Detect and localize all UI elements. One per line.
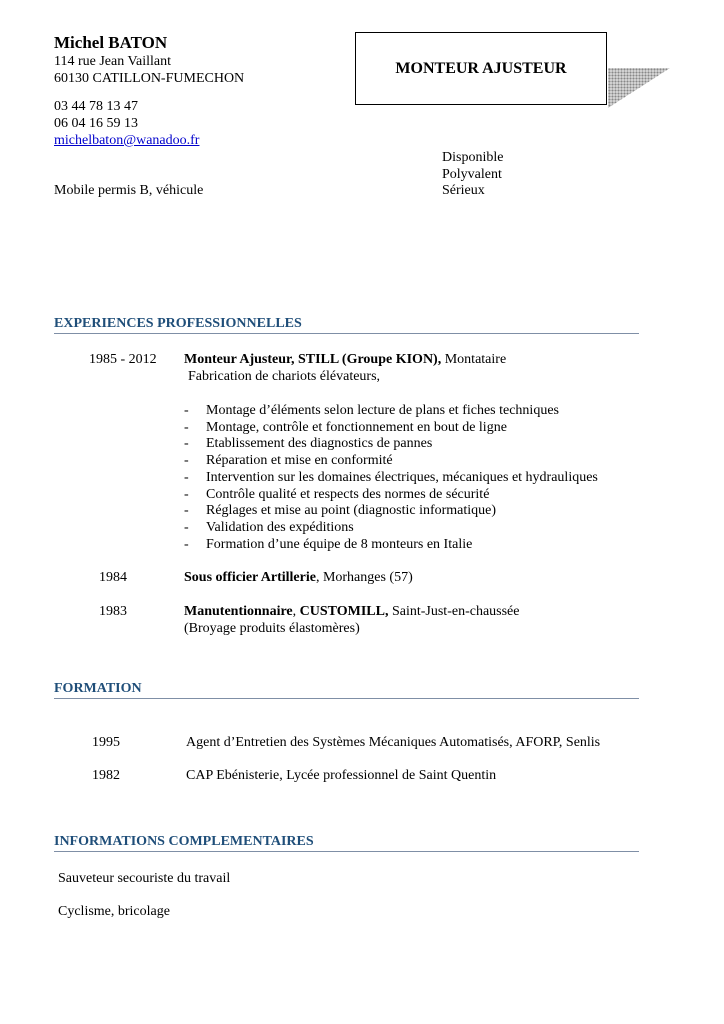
task-text: Etablissement des diagnostics de pannes — [206, 436, 433, 451]
experience-location: Saint-Just-en-chaussée — [388, 604, 520, 619]
task-text: Intervention sur les domaines électriques, mécaniques et hydrauliques — [206, 470, 598, 485]
mobility-info: Mobile permis B, véhicule — [54, 183, 204, 198]
address-line-1: 114 rue Jean Vaillant — [54, 54, 172, 69]
quality-item: Disponible — [442, 150, 504, 165]
experience-title — [184, 569, 413, 586]
section-heading-informations — [54, 834, 639, 852]
experience-title — [184, 603, 520, 620]
formation-text: CAP Ebénisterie, Lycée professionnel de Saint Quentin — [186, 768, 497, 783]
candidate-name: Michel BATON — [54, 33, 168, 52]
bullet: - — [184, 403, 189, 418]
experience-dates: 1985 - 2012 — [89, 352, 157, 367]
info-item: Sauveteur secouriste du travail — [58, 871, 231, 886]
info-item: Cyclisme, bricolage — [58, 904, 170, 919]
experience-role: Manutentionnaire — [184, 604, 293, 619]
task-text: Contrôle qualité et respects des normes de sécurité — [206, 487, 490, 502]
title-box-shadow — [608, 68, 670, 108]
formation-text: Agent d’Entretien des Systèmes Mécaniques Automatisés, AFORP, Senlis — [186, 735, 601, 750]
job-title: MONTEUR AJUSTEUR — [395, 59, 567, 77]
quality-item: Sérieux — [442, 183, 485, 198]
bullet: - — [184, 470, 189, 485]
phone-1: 03 44 78 13 47 — [54, 99, 138, 114]
job-title-box — [355, 32, 607, 105]
address-line-2: 60130 CATILLON-FUMECHON — [54, 71, 245, 86]
bullet: - — [184, 420, 189, 435]
phone-2: 06 04 16 59 13 — [54, 116, 138, 131]
experience-description: (Broyage produits élastomères) — [184, 621, 360, 636]
bullet: - — [184, 537, 189, 552]
experience-role: Sous officier Artillerie — [184, 570, 316, 585]
section-heading-formation — [54, 681, 639, 699]
bullet: - — [184, 503, 189, 518]
experience-role: Monteur Ajusteur, STILL (Groupe KION), — [184, 352, 442, 367]
task-text: Formation d’une équipe de 8 monteurs en Italie — [206, 537, 473, 552]
bullet: - — [184, 453, 189, 468]
bullet: - — [184, 520, 189, 535]
task-text: Réparation et mise en conformité — [206, 453, 393, 468]
bullet: - — [184, 436, 189, 451]
quality-item: Polyvalent — [442, 167, 502, 182]
email-link[interactable]: michelbaton@wanadoo.fr — [54, 133, 200, 148]
task-text: Réglages et mise au point (diagnostic informatique) — [206, 503, 497, 518]
experience-company: CUSTOMILL, — [299, 604, 389, 619]
section-heading-experiences — [54, 316, 639, 334]
formation-year: 1995 — [92, 735, 120, 750]
experience-description: Fabrication de chariots élévateurs, — [188, 369, 381, 384]
experience-location: Montataire — [441, 352, 507, 367]
experience-dates: 1983 — [99, 604, 127, 619]
formation-year: 1982 — [92, 768, 120, 783]
task-list — [0, 402, 724, 562]
experience-separator: , — [292, 604, 300, 619]
experience-location: , Morhanges (57) — [315, 570, 413, 585]
bullet: - — [184, 487, 189, 502]
section-title: FORMATION — [54, 681, 142, 696]
task-text: Montage, contrôle et fonctionnement en bout de ligne — [206, 420, 507, 435]
section-title: EXPERIENCES PROFESSIONNELLES — [54, 316, 302, 331]
section-title: INFORMATIONS COMPLEMENTAIRES — [54, 834, 314, 849]
experience-dates: 1984 — [99, 570, 127, 585]
experience-title — [184, 351, 506, 368]
task-text: Montage d’éléments selon lecture de plans et fiches techniques — [206, 403, 559, 418]
task-text: Validation des expéditions — [206, 520, 354, 535]
